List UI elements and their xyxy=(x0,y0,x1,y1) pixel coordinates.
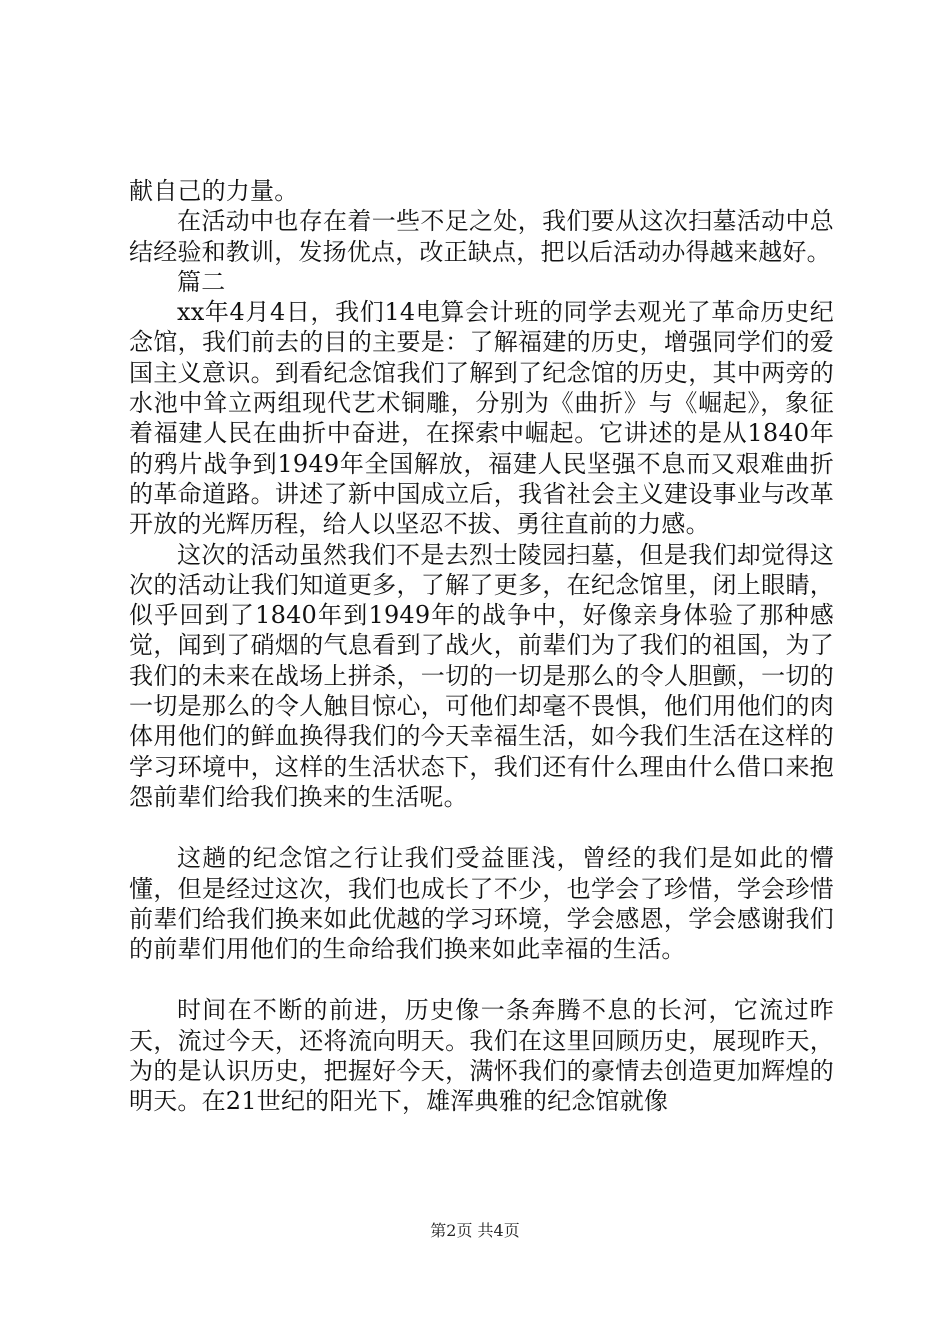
paragraph-activity-reflection: 这次的活动虽然我们不是去烈士陵园扫墓，但是我们却觉得这次的活动让我们知道更多，了解了更多，在纪念馆里，闭上眼睛，似乎回到了1840年到1949年的战争中，好像亲身体验了那种感觉，闻到了硝烟的气息看到了战火，前辈们为了我们的祖国，为了我们的未来在战场上拼杀，一切的一切是那么的令人胆颤，一切的一切是那么的令人触目惊心，可他们却毫不畏惧，他们用他们的肉体用他们的鲜血换得我们的今天幸福生活，如今我们生活在这样的学习环境中，这样的生活状态下，我们还有什么理由什么借口来抱怨前辈们给我们换来的生活呢。 xyxy=(129,540,834,811)
paragraph-museum-visit: xx年4月4日，我们14电算会计班的同学去观光了革命历史纪念馆，我们前去的目的主要是：了解福建的历史，增强同学们的爱国主义意识。到看纪念馆我们了解到了纪念馆的历史，其中两旁的水池中耸立两组现代艺术铜雕，分别为《曲折》与《崛起》，象征着福建人民在曲折中奋进，在探索中崛起。它讲述的是从1840年的鸦片战争到1949年全国解放，福建人民坚强不息而又艰难曲折的革命道路。讲述了新中国成立后，我省社会主义建设事业与改革开放的光辉历程，给人以坚忍不拔、勇往直前的力感。 xyxy=(129,298,834,539)
document-body xyxy=(129,176,834,1117)
paragraph-history-river: 时间在不断的前进，历史像一条奔腾不息的长河，它流过昨天，流过今天，还将流向明天。我们在这里回顾历史，展现昨天，为的是认识历史，把握好今天，满怀我们的豪情去创造更加辉煌的明天。在21世纪的阳光下，雄浑典雅的纪念馆就像 xyxy=(129,996,834,1116)
paragraph-shortcomings: 在活动中也存在着一些不足之处，我们要从这次扫墓活动中总结经验和教训，发扬优点，改正缺点，把以后活动办得越来越好。 xyxy=(129,207,834,266)
paragraph-benefits: 这趟的纪念馆之行让我们受益匪浅，曾经的我们是如此的懵懂，但是经过这次，我们也成长了不少，也学会了珍惜，学会珍惜前辈们给我们换来如此优越的学习环境，学会感恩，学会感谢我们的前辈们用他们的生命给我们换来如此幸福的生活。 xyxy=(129,844,834,964)
page-number-footer: 第2页 共4页 xyxy=(430,1221,520,1240)
paragraph-continuation: 献自己的力量。 xyxy=(129,177,299,205)
section-heading: 篇二 xyxy=(177,267,226,296)
